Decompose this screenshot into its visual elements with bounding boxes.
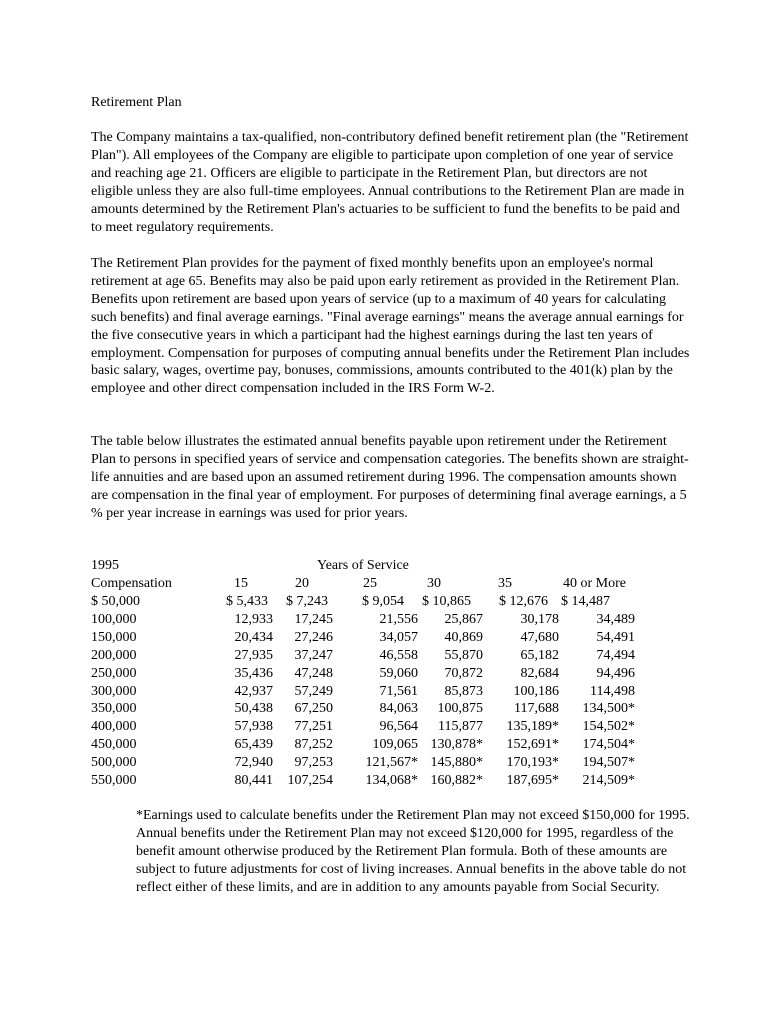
table-column-header: 20 [295, 576, 309, 591]
table-cell-benefit: 100,875 [437, 701, 483, 717]
paragraph-table-intro: The table below illustrates the estimated annual benefits payable upon retirement under the Retirement Plan to persons in specified years of service and compensation categories. The benefits shown are straight-life annuities and are based upon an assumed retirement during 1996. The compensation amounts shown are compensation in the final year of employment. For purposes of determining final average earnings, a 5 % per year increase in earnings was used for prior years. [91, 434, 689, 521]
table-cell-benefit: 72,940 [234, 755, 273, 771]
table-cell-benefit: 160,882* [430, 773, 483, 788]
table-cell-benefit: 152,691* [506, 737, 559, 753]
table-cell-benefit: 59,060 [379, 665, 418, 681]
table-cell-benefit: 17,245 [294, 611, 333, 627]
table-row-compensation: $ 50,000 [91, 594, 140, 609]
table-cell-benefit: $ 12,676 [499, 594, 548, 609]
table-cell-benefit: 109,065 [372, 737, 418, 753]
table-row-compensation: 550,000 [91, 773, 137, 788]
table-corner-compensation: Compensation [91, 576, 172, 591]
table-cell-benefit: 34,489 [596, 611, 635, 627]
table-cell-benefit: 107,254 [287, 773, 333, 788]
table-cell-benefit: 25,867 [444, 611, 483, 627]
paragraph-plan-overview: The Company maintains a tax-qualified, non-contributory defined benefit retirement plan (the "Retirement Plan"). All employees of the Company are eligible to participate upon completion of one year of service and reaching age 21. Officers are eligible to participate in the Retirement Plan, but directors are not eligible unless they are also full-time employees. Annual contributions to the Retirement Plan are made in amounts determined by the Retirement Plan's actuaries to be sufficient to fund the benefits to be paid and to meet regulatory requirements. [91, 130, 689, 235]
table-cell-benefit: 85,873 [444, 683, 483, 699]
table-cell-benefit: 134,068* [365, 773, 418, 788]
table-row-compensation: 500,000 [91, 755, 137, 771]
table-cell-benefit: $ 14,487 [561, 594, 610, 609]
table-cell-benefit: 80,441 [234, 773, 273, 788]
table-cell-benefit: 170,193* [506, 755, 559, 771]
table-cell-benefit: 47,680 [520, 629, 559, 645]
table-row-compensation: 450,000 [91, 737, 137, 753]
table-cell-benefit: 27,246 [294, 629, 333, 645]
table-cell-benefit: 134,500* [582, 701, 635, 717]
table-cell-benefit: 54,491 [596, 629, 635, 645]
table-cell-benefit: 121,567* [365, 755, 418, 771]
table-cell-benefit: 55,870 [444, 647, 483, 663]
table-group-header: Years of Service [317, 558, 409, 573]
table-row-compensation: 350,000 [91, 701, 137, 717]
table-cell-benefit: 57,938 [234, 719, 273, 735]
table-column-header: 25 [363, 576, 377, 591]
table-row-compensation: 150,000 [91, 629, 137, 645]
table-cell-benefit: $ 9,054 [362, 594, 404, 609]
table-cell-benefit: 135,189* [506, 719, 559, 735]
table-cell-benefit: 117,688 [514, 701, 559, 717]
table-row-compensation: 100,000 [91, 611, 137, 627]
table-cell-benefit: 12,933 [234, 611, 273, 627]
table-cell-benefit: 194,507* [582, 755, 635, 771]
table-column-header: 35 [498, 576, 512, 591]
table-cell-benefit: $ 7,243 [286, 594, 328, 609]
table-cell-benefit: $ 10,865 [422, 594, 471, 609]
table-footnote: *Earnings used to calculate benefits under the Retirement Plan may not exceed $150,000 for 1995. Annual benefits under the Retirement Plan may not exceed $120,000 for 1995, regardless of the benefit amount otherwise produced by the Retirement Plan formula. Both of these amounts are subject to future adjustments for cost of living increases. Annual benefits in the above table do not reflect either of these limits, and are in addition to any amounts payable from Social Security. [136, 808, 690, 895]
table-cell-benefit: 70,872 [444, 665, 483, 681]
table-column-header: 40 or More [563, 576, 626, 591]
table-cell-benefit: $ 5,433 [226, 594, 268, 609]
table-cell-benefit: 30,178 [520, 611, 559, 627]
table-cell-benefit: 67,250 [294, 701, 333, 717]
table-cell-benefit: 20,434 [234, 629, 273, 645]
table-cell-benefit: 74,494 [596, 647, 635, 663]
table-cell-benefit: 114,498 [590, 683, 635, 699]
table-row-compensation: 300,000 [91, 683, 137, 699]
table-cell-benefit: 65,182 [520, 647, 559, 663]
table-cell-benefit: 154,502* [582, 719, 635, 735]
benefits-table [91, 557, 691, 797]
table-cell-benefit: 50,438 [234, 701, 273, 717]
table-cell-benefit: 96,564 [379, 719, 418, 735]
table-cell-benefit: 46,558 [379, 647, 418, 663]
table-row-compensation: 250,000 [91, 665, 137, 681]
table-cell-benefit: 35,436 [234, 665, 273, 681]
table-cell-benefit: 42,937 [234, 683, 273, 699]
table-cell-benefit: 34,057 [379, 629, 418, 645]
table-cell-benefit: 100,186 [513, 683, 559, 699]
table-cell-benefit: 71,561 [379, 683, 418, 699]
table-column-header: 30 [427, 576, 441, 591]
table-cell-benefit: 84,063 [379, 701, 418, 717]
table-row-compensation: 400,000 [91, 719, 137, 735]
table-row-compensation: 200,000 [91, 647, 137, 663]
table-cell-benefit: 40,869 [444, 629, 483, 645]
table-cell-benefit: 27,935 [234, 647, 273, 663]
table-cell-benefit: 77,251 [294, 719, 333, 735]
section-heading: Retirement Plan [91, 95, 182, 110]
table-cell-benefit: 57,249 [294, 683, 333, 699]
table-cell-benefit: 21,556 [379, 611, 418, 627]
table-cell-benefit: 37,247 [294, 647, 333, 663]
table-column-header: 15 [234, 576, 248, 591]
table-cell-benefit: 47,248 [294, 665, 333, 681]
table-cell-benefit: 82,684 [520, 665, 559, 681]
table-cell-benefit: 87,252 [294, 737, 333, 753]
table-cell-benefit: 94,496 [596, 665, 635, 681]
table-cell-benefit: 65,439 [234, 737, 273, 753]
table-cell-benefit: 187,695* [506, 773, 559, 788]
table-cell-benefit: 145,880* [430, 755, 483, 771]
table-cell-benefit: 115,877 [438, 719, 483, 735]
table-corner-year: 1995 [91, 558, 119, 573]
table-cell-benefit: 130,878* [430, 737, 483, 753]
table-cell-benefit: 97,253 [294, 755, 333, 771]
table-cell-benefit: 174,504* [582, 737, 635, 753]
paragraph-benefits: The Retirement Plan provides for the payment of fixed monthly benefits upon an employee's normal retirement at age 65. Benefits may also be paid upon early retirement as provided in the Retirement Plan. Benefits upon retirement are based upon years of service (up to a maximum of 40 years for calculating such benefits) and final average earnings. "Final average earnings" means the average annual earnings for the five consecutive years in which a participant had the highest earnings during the last ten years of employment. Compensation for purposes of computing annual benefits under the Retirement Plan includes basic salary, wages, overtime pay, bonuses, commissions, amounts contributed to the 401(k) plan by the employee and other direct compensation included in the IRS Form W-2. [91, 256, 690, 397]
table-cell-benefit: 214,509* [582, 773, 635, 788]
